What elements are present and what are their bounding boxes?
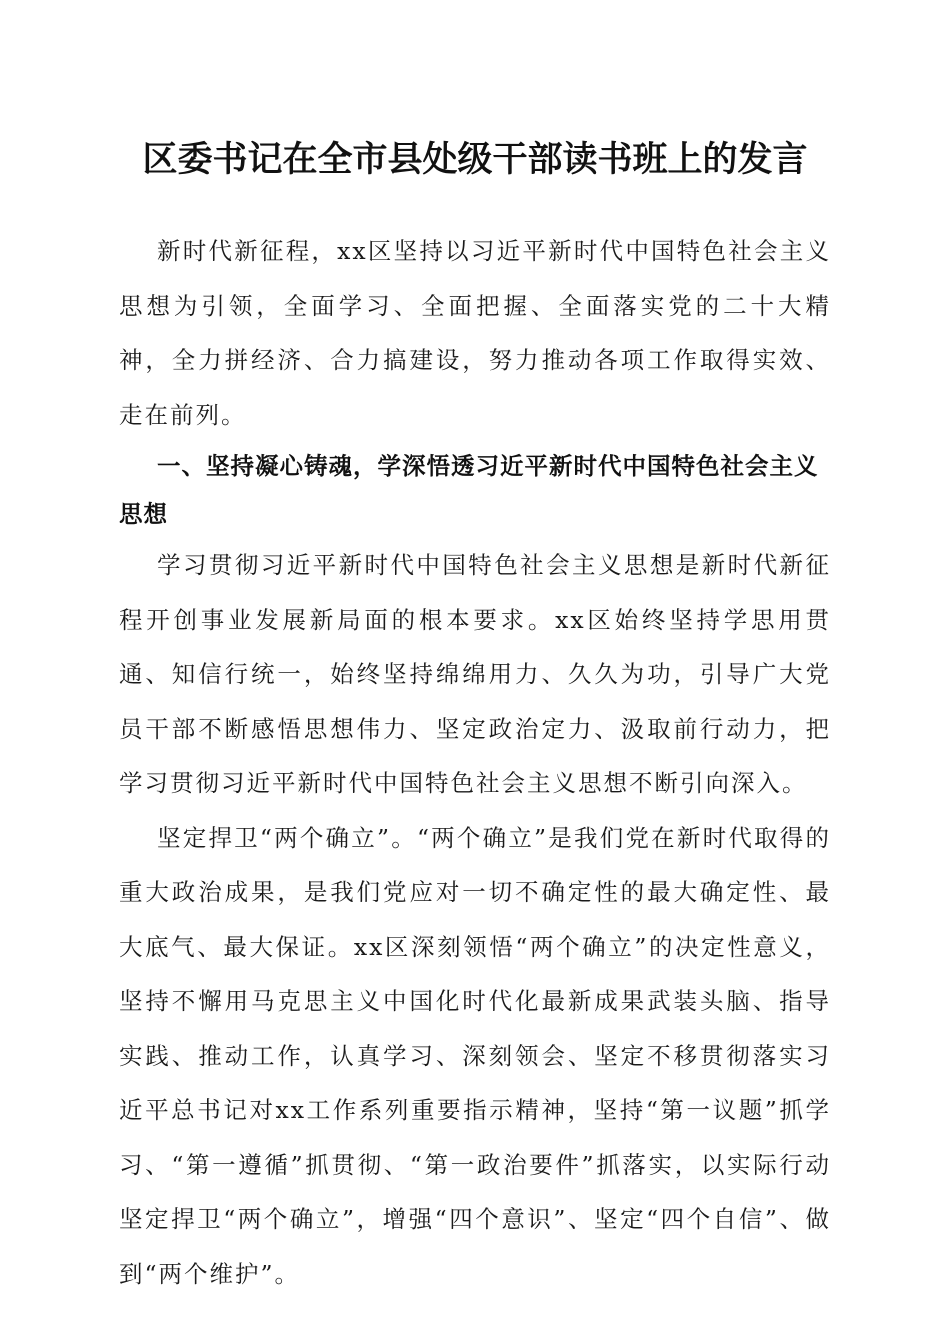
section-heading-1: 一、坚持凝心铸魂，学深悟透习近平新时代中国特色社会主义思想 (119, 452, 819, 528)
paragraph-intro: 新时代新征程，xx区坚持以习近平新时代中国特色社会主义思想为引领，全面学习、全面把握、全面落实党的二十大精神，全力拼经济、合力搞建设，努力推动各项工作取得实效、走在前列。 (119, 237, 831, 429)
paragraph-study: 学习贯彻习近平新时代中国特色社会主义思想是新时代新征程开创事业发展新局面的根本要求。xx区始终坚持学思用贯通、知信行统一，始终坚持绵绵用力、久久为功，引导广大党员干部不断感悟思想伟力、坚定政治定力、汲取前行动力，把学习贯彻习近平新时代中国特色社会主义思想不断引向深入。 (119, 551, 831, 797)
document-title: 区委书记在全市县处级干部读书班上的发言 (142, 139, 808, 180)
document-body (119, 224, 831, 1301)
paragraph-two-establishments: 坚定捍卫“两个确立”。“两个确立”是我们党在新时代取得的重大政治成果，是我们党应对一切不确定性的最大确定性、最大底气、最大保证。xx区深刻领悟“两个确立”的决定性意义，坚持不懈用马克思主义中国化时代化最新成果武装头脑、指导实践、推动工作，认真学习、深刻领会、坚定不移贯彻落实习近平总书记对xx工作系列重要指示精神，坚持“第一议题”抓学习、“第一遵循”抓贯彻、“第一政治要件”抓落实，以实际行动坚定捍卫“两个确立”，增强“四个意识”、坚定“四个自信”、做到“两个维护”。 (119, 823, 831, 1288)
